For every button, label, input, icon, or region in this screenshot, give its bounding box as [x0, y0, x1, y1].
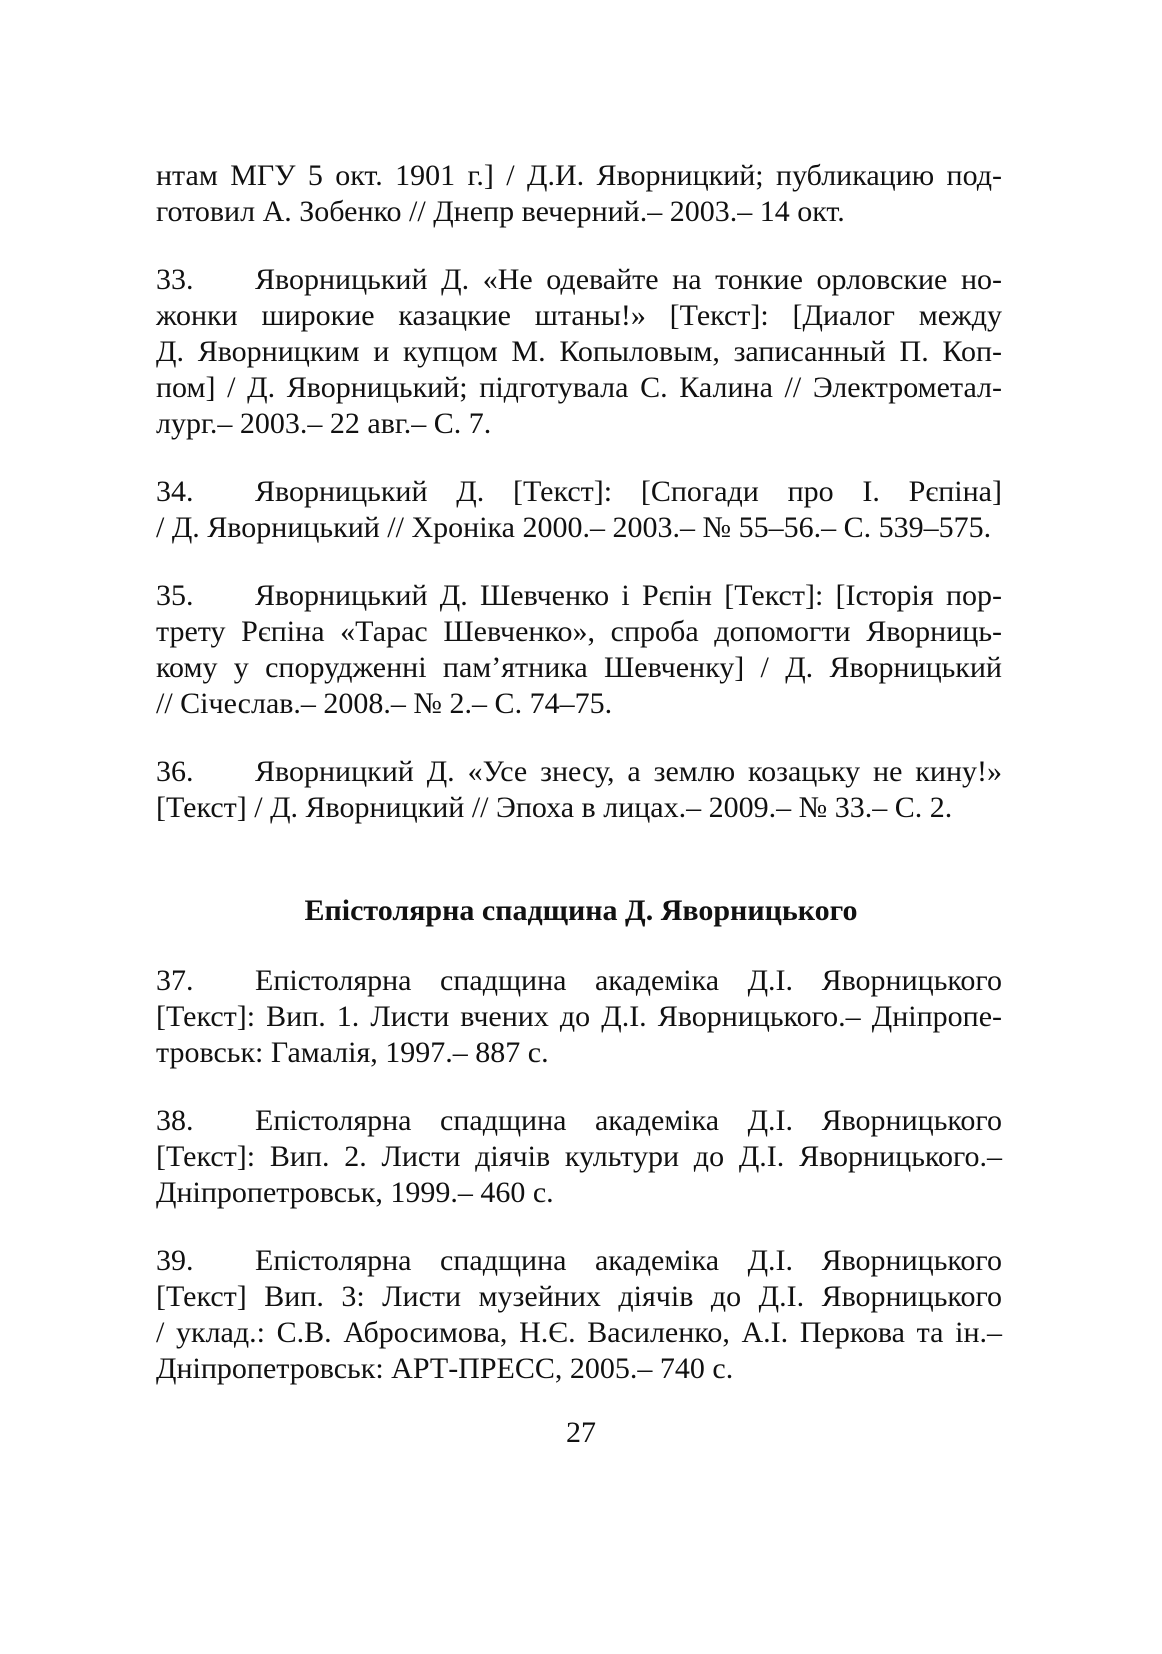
entry-line: [Текст]: Вип. 2. Листи діячів культури до Д.І. Яворницького.–	[156, 1140, 1002, 1173]
continuation-line: нтам МГУ 5 окт. 1901 г.] / Д.И. Яворницкий; публикацию под-	[156, 159, 1002, 192]
bibliography-entry-39	[156, 1243, 1002, 1279]
entry-line: / уклад.: С.В. Абросимова, Н.Є. Василенко, А.І. Перкова та ін.–	[156, 1316, 1002, 1349]
entry-line: Д. Яворницким и купцом М. Копыловым, записанный П. Коп-	[156, 335, 1002, 368]
entry-line: // Січеслав.– 2008.– № 2.– С. 74–75.	[156, 687, 613, 720]
entry-line: [Текст] Вип. 3: Листи музейних діячів до Д.І. Яворницького	[156, 1280, 1002, 1313]
entry-line: [Текст] / Д. Яворницкий // Эпоха в лицах.– 2009.– № 33.– С. 2.	[156, 791, 953, 824]
bibliography-entry-35	[156, 578, 1002, 614]
entry-text: Епістолярна спадщина академіка Д.І. Яворницького	[255, 1244, 1002, 1277]
entry-line: кому у спорудженні пам’ятника Шевченку] / Д. Яворницький	[156, 651, 1002, 684]
entry-line: жонки широкие казацкие штаны!» [Текст]: [Диалог между	[156, 299, 1002, 332]
entry-line: трету Рєпіна «Тарас Шевченко», спроба допомогти Яворниць-	[156, 615, 1002, 648]
entry-line: пом] / Д. Яворницький; підготувала С. Калина // Электрометал-	[156, 371, 1002, 404]
bibliography-entry-34	[156, 474, 1002, 510]
entry-number: 36.	[156, 755, 194, 788]
entry-line: [Текст]: Вип. 1. Листи вчених до Д.І. Яворницького.– Дніпропе-	[156, 1000, 1002, 1033]
entry-text: Епістолярна спадщина академіка Д.І. Яворницького	[255, 1104, 1002, 1137]
entry-line: лург.– 2003.– 22 авг.– С. 7.	[156, 407, 492, 440]
entry-text: Яворницкий Д. «Усе знесу, а землю козацьку не кину!»	[255, 755, 1002, 788]
entry-text: Яворницький Д. [Текст]: [Спогади про І. Рєпіна]	[255, 475, 1002, 508]
entry-number: 39.	[156, 1244, 194, 1277]
entry-line: / Д. Яворницький // Хроніка 2000.– 2003.– № 55–56.– С. 539–575.	[156, 511, 992, 544]
entry-line: тровськ: Гамалія, 1997.– 887 с.	[156, 1036, 549, 1069]
entry-text: Яворницький Д. Шевченко і Рєпін [Текст]: [Історія пор-	[255, 579, 1002, 612]
page-number: 27	[566, 1416, 596, 1449]
entry-number: 38.	[156, 1104, 194, 1137]
entry-text: Яворницький Д. «Не одевайте на тонкие орловские но-	[255, 263, 1002, 296]
entry-text: Епістолярна спадщина академіка Д.І. Яворницького	[255, 964, 1002, 997]
bibliography-entry-36	[156, 754, 1002, 790]
entry-line: Дніпропетровськ: АРТ-ПРЕСС, 2005.– 740 с.	[156, 1352, 734, 1385]
bibliography-entry-38	[156, 1103, 1002, 1139]
entry-line: Дніпропетровськ, 1999.– 460 с.	[156, 1176, 554, 1209]
section-heading: Епістолярна спадщина Д. Яворницького	[304, 894, 858, 927]
entry-number: 34.	[156, 475, 194, 508]
entry-number: 37.	[156, 964, 194, 997]
entry-number: 33.	[156, 263, 194, 296]
bibliography-entry-33	[156, 262, 1002, 298]
bibliography-entry-37	[156, 963, 1002, 999]
entry-number: 35.	[156, 579, 194, 612]
continuation-line: готовил А. Зобенко // Днепр вечерний.– 2003.– 14 окт.	[156, 195, 845, 228]
